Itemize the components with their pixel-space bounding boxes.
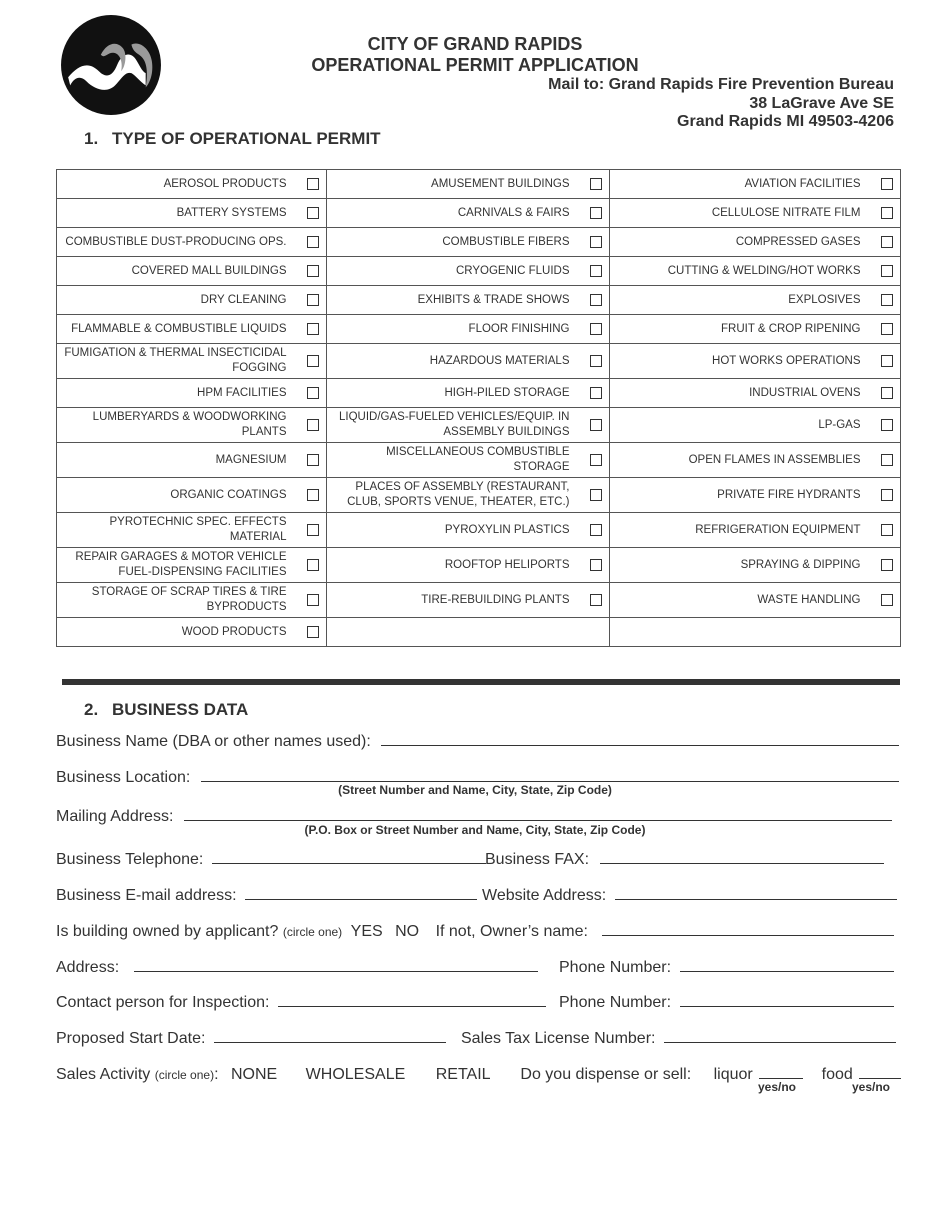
- dispense-label: Do you dispense or sell:: [520, 1066, 692, 1083]
- permit-checkbox[interactable]: [590, 387, 602, 399]
- permit-checkbox-cell: [875, 548, 901, 583]
- permit-label-right: CUTTING & WELDING/HOT WORKS: [610, 257, 875, 286]
- food-label: food: [821, 1066, 853, 1083]
- sales-activity-colon: :: [214, 1066, 219, 1083]
- permit-checkbox-cell: [584, 443, 610, 478]
- mailing-address-hint: (P.O. Box or Street Number and Name, City, State, Zip Code): [304, 823, 646, 837]
- permit-checkbox[interactable]: [590, 454, 602, 466]
- permit-label-left: WOOD PRODUCTS: [57, 618, 301, 647]
- permit-label-right: LP-GAS: [610, 408, 875, 443]
- ownership-yes-option[interactable]: YES: [350, 923, 383, 940]
- permit-label-right: OPEN FLAMES IN ASSEMBLIES: [610, 443, 875, 478]
- permit-checkbox-cell: [301, 199, 327, 228]
- permit-checkbox[interactable]: [881, 265, 893, 277]
- permit-checkbox-cell: [301, 513, 327, 548]
- permit-checkbox[interactable]: [590, 294, 602, 306]
- business-location-field[interactable]: [201, 766, 899, 782]
- permit-checkbox-cell: [301, 548, 327, 583]
- permit-label-left: PYROTECHNIC SPEC. EFFECTS MATERIAL: [57, 513, 301, 548]
- permit-label-right: WASTE HANDLING: [610, 583, 875, 618]
- permit-label-right: COMPRESSED GASES: [610, 228, 875, 257]
- permit-label-left: STORAGE OF SCRAP TIRES & TIRE BYPRODUCTS: [57, 583, 301, 618]
- permit-checkbox[interactable]: [307, 236, 319, 248]
- permit-checkbox-cell: [584, 618, 610, 647]
- liquor-field[interactable]: [759, 1063, 803, 1079]
- permit-checkbox[interactable]: [307, 559, 319, 571]
- business-location-hint: (Street Number and Name, City, State, Zip Code): [338, 783, 612, 797]
- permit-label-right: CELLULOSE NITRATE FILM: [610, 199, 875, 228]
- website-label: Website Address:: [482, 887, 607, 904]
- permit-checkbox[interactable]: [590, 489, 602, 501]
- start-date-row: [56, 1027, 446, 1048]
- permit-checkbox-cell: [875, 408, 901, 443]
- permit-checkbox[interactable]: [590, 524, 602, 536]
- permit-row: [57, 379, 901, 408]
- contact-person-row: [56, 991, 546, 1012]
- permit-checkbox-cell: [301, 583, 327, 618]
- form-title: [250, 34, 700, 76]
- owner-name-field[interactable]: [602, 920, 894, 936]
- permit-row: [57, 199, 901, 228]
- food-field[interactable]: [859, 1063, 901, 1079]
- permit-label-middle: HAZARDOUS MATERIALS: [327, 344, 584, 379]
- permit-label-middle: [327, 618, 584, 647]
- permit-row: [57, 228, 901, 257]
- permit-checkbox[interactable]: [881, 236, 893, 248]
- permit-checkbox[interactable]: [881, 559, 893, 571]
- permit-checkbox[interactable]: [881, 419, 893, 431]
- business-name-field[interactable]: [381, 730, 899, 746]
- permit-row: [57, 344, 901, 379]
- permit-checkbox-cell: [875, 257, 901, 286]
- permit-checkbox[interactable]: [881, 524, 893, 536]
- permit-checkbox-cell: [584, 344, 610, 379]
- permit-checkbox-cell: [875, 478, 901, 513]
- section-divider: [62, 679, 900, 685]
- permit-checkbox[interactable]: [307, 207, 319, 219]
- permit-checkbox-cell: [875, 228, 901, 257]
- permit-label-right: REFRIGERATION EQUIPMENT: [610, 513, 875, 548]
- permit-label-right: AVIATION FACILITIES: [610, 170, 875, 199]
- permit-checkbox[interactable]: [307, 355, 319, 367]
- owner-name-label: If not, Owner’s name:: [435, 923, 588, 940]
- permit-label-middle: HIGH-PILED STORAGE: [327, 379, 584, 408]
- permit-label-left: LUMBERYARDS & WOODWORKING PLANTS: [57, 408, 301, 443]
- permit-checkbox-cell: [584, 228, 610, 257]
- contact-person-label: Contact person for Inspection:: [56, 994, 270, 1011]
- business-location-label: Business Location:: [56, 769, 191, 786]
- section-1-heading: [84, 129, 381, 149]
- mailing-address-field[interactable]: [184, 805, 892, 821]
- permit-label-left: MAGNESIUM: [57, 443, 301, 478]
- mail-street-line: 38 LaGrave Ave SE: [749, 94, 894, 112]
- permit-label-left: BATTERY SYSTEMS: [57, 199, 301, 228]
- sales-tax-field[interactable]: [664, 1027, 896, 1043]
- start-date-label: Proposed Start Date:: [56, 1030, 206, 1047]
- permit-checkbox[interactable]: [590, 355, 602, 367]
- permit-checkbox-cell: [875, 286, 901, 315]
- permit-checkbox[interactable]: [881, 454, 893, 466]
- permit-checkbox-cell: [584, 286, 610, 315]
- business-telephone-row: [56, 848, 486, 869]
- contact-phone-field[interactable]: [680, 991, 894, 1007]
- permit-label-middle: PLACES OF ASSEMBLY (RESTAURANT, CLUB, SPORTS VENUE, THEATER, ETC.): [327, 478, 584, 513]
- permit-label-right: INDUSTRIAL OVENS: [610, 379, 875, 408]
- permit-checkbox[interactable]: [881, 387, 893, 399]
- permit-checkbox-cell: [584, 379, 610, 408]
- permit-checkbox-cell: [875, 379, 901, 408]
- permit-checkbox-cell: [584, 199, 610, 228]
- section-2-heading: [84, 700, 248, 720]
- business-fax-row: [485, 848, 884, 869]
- permit-checkbox[interactable]: [881, 207, 893, 219]
- permit-label-left: AEROSOL PRODUCTS: [57, 170, 301, 199]
- sales-none-option[interactable]: NONE: [230, 1066, 278, 1083]
- permit-label-right: FRUIT & CROP RIPENING: [610, 315, 875, 344]
- permit-checkbox-cell: [584, 315, 610, 344]
- section-2-title: BUSINESS DATA: [112, 700, 249, 719]
- permit-label-middle: CRYOGENIC FLUIDS: [327, 257, 584, 286]
- permit-checkbox-cell: [301, 618, 327, 647]
- permit-checkbox[interactable]: [881, 489, 893, 501]
- permit-checkbox-cell: [301, 170, 327, 199]
- permit-label-left: FUMIGATION & THERMAL INSECTICIDAL FOGGING: [57, 344, 301, 379]
- permit-row: [57, 583, 901, 618]
- permit-checkbox[interactable]: [590, 323, 602, 335]
- permit-label-middle: CARNIVALS & FAIRS: [327, 199, 584, 228]
- sales-wholesale-option[interactable]: WHOLESALE: [305, 1066, 406, 1083]
- section-1-number: 1.: [84, 129, 99, 148]
- permit-checkbox[interactable]: [307, 294, 319, 306]
- mailing-address-label: Mailing Address:: [56, 808, 174, 825]
- permit-label-left: COMBUSTIBLE DUST-PRODUCING OPS.: [57, 228, 301, 257]
- permit-label-left: ORGANIC COATINGS: [57, 478, 301, 513]
- sales-activity-label: Sales Activity: [56, 1066, 151, 1083]
- permit-checkbox-cell: [301, 315, 327, 344]
- permit-checkbox-cell: [875, 170, 901, 199]
- owner-address-field[interactable]: [134, 956, 538, 972]
- mail-to-line: Mail to: Grand Rapids Fire Prevention Bureau: [548, 76, 894, 93]
- business-email-label: Business E-mail address:: [56, 887, 237, 904]
- permit-checkbox-cell: [875, 443, 901, 478]
- ownership-label: Is building owned by applicant?: [56, 923, 279, 940]
- permit-checkbox-cell: [301, 478, 327, 513]
- liquor-yes-no-hint: yes/no: [757, 1080, 796, 1094]
- mail-city-line: Grand Rapids MI 49503-4206: [677, 113, 894, 130]
- permit-checkbox[interactable]: [881, 594, 893, 606]
- permit-checkbox-cell: [875, 583, 901, 618]
- permit-checkbox-cell: [875, 513, 901, 548]
- sales-activity-circle-one: (circle one): [154, 1068, 215, 1082]
- permit-checkbox[interactable]: [590, 265, 602, 277]
- contact-phone-row: [559, 991, 894, 1012]
- permit-row: [57, 170, 901, 199]
- permit-checkbox-cell: [301, 257, 327, 286]
- business-fax-field[interactable]: [600, 848, 884, 864]
- ownership-circle-one: (circle one): [282, 925, 343, 939]
- permit-row: [57, 443, 901, 478]
- permit-label-middle: PYROXYLIN PLASTICS: [327, 513, 584, 548]
- permit-checkbox[interactable]: [881, 178, 893, 190]
- permit-label-left: HPM FACILITIES: [57, 379, 301, 408]
- permit-label-left: COVERED MALL BUILDINGS: [57, 257, 301, 286]
- permit-row: [57, 548, 901, 583]
- permit-label-right: HOT WORKS OPERATIONS: [610, 344, 875, 379]
- permit-checkbox[interactable]: [307, 178, 319, 190]
- title-line-1: CITY OF GRAND RAPIDS: [367, 34, 583, 54]
- permit-label-left: FLAMMABLE & COMBUSTIBLE LIQUIDS: [57, 315, 301, 344]
- website-field[interactable]: [615, 884, 897, 900]
- permit-row: [57, 618, 901, 647]
- permit-checkbox[interactable]: [590, 178, 602, 190]
- permit-row: [57, 315, 901, 344]
- business-email-field[interactable]: [245, 884, 477, 900]
- city-logo-icon: [60, 14, 162, 116]
- ownership-no-option[interactable]: NO: [395, 923, 420, 940]
- permit-label-left: REPAIR GARAGES & MOTOR VEHICLE FUEL-DISPENSING FACILITIES: [57, 548, 301, 583]
- mailing-instructions: [548, 76, 894, 132]
- permit-checkbox-cell: [875, 618, 901, 647]
- permit-checkbox-cell: [875, 315, 901, 344]
- permit-checkbox-cell: [584, 583, 610, 618]
- permit-checkbox-cell: [875, 344, 901, 379]
- permit-type-rows: [57, 170, 901, 647]
- sales-retail-option[interactable]: RETAIL: [435, 1066, 490, 1083]
- permit-row: [57, 513, 901, 548]
- permit-label-middle: MISCELLANEOUS COMBUSTIBLE STORAGE: [327, 443, 584, 478]
- permit-type-table: [56, 169, 901, 647]
- owner-address-row: [56, 956, 538, 977]
- permit-row: [57, 408, 901, 443]
- owner-phone-field[interactable]: [680, 956, 894, 972]
- business-fax-label: Business FAX:: [485, 851, 590, 868]
- permit-checkbox[interactable]: [590, 559, 602, 571]
- permit-label-middle: AMUSEMENT BUILDINGS: [327, 170, 584, 199]
- permit-checkbox[interactable]: [307, 323, 319, 335]
- section-2-number: 2.: [84, 700, 99, 719]
- permit-row: [57, 286, 901, 315]
- permit-checkbox-cell: [301, 379, 327, 408]
- permit-checkbox[interactable]: [307, 454, 319, 466]
- liquor-label: liquor: [713, 1066, 753, 1083]
- business-email-row: [56, 884, 477, 905]
- permit-label-middle: LIQUID/GAS-FUELED VEHICLES/EQUIP. IN ASSEMBLY BUILDINGS: [327, 408, 584, 443]
- business-name-row: [56, 730, 899, 751]
- permit-label-middle: FLOOR FINISHING: [327, 315, 584, 344]
- permit-checkbox-cell: [301, 228, 327, 257]
- permit-checkbox[interactable]: [307, 419, 319, 431]
- permit-checkbox[interactable]: [881, 294, 893, 306]
- permit-checkbox[interactable]: [590, 594, 602, 606]
- permit-label-left: DRY CLEANING: [57, 286, 301, 315]
- permit-checkbox[interactable]: [590, 419, 602, 431]
- sales-tax-label: Sales Tax License Number:: [461, 1030, 656, 1047]
- business-telephone-label: Business Telephone:: [56, 851, 204, 868]
- permit-checkbox[interactable]: [307, 594, 319, 606]
- permit-label-middle: COMBUSTIBLE FIBERS: [327, 228, 584, 257]
- permit-checkbox-cell: [301, 286, 327, 315]
- permit-checkbox[interactable]: [590, 207, 602, 219]
- permit-checkbox[interactable]: [881, 355, 893, 367]
- business-telephone-field[interactable]: [212, 848, 486, 864]
- permit-checkbox-cell: [584, 548, 610, 583]
- permit-label-right: PRIVATE FIRE HYDRANTS: [610, 478, 875, 513]
- section-1-title: TYPE OF OPERATIONAL PERMIT: [112, 129, 381, 148]
- permit-checkbox[interactable]: [590, 236, 602, 248]
- owner-phone-label: Phone Number:: [559, 959, 672, 976]
- permit-label-right: [610, 618, 875, 647]
- permit-checkbox-cell: [584, 513, 610, 548]
- permit-checkbox[interactable]: [307, 387, 319, 399]
- permit-label-right: SPRAYING & DIPPING: [610, 548, 875, 583]
- website-row: [482, 884, 897, 905]
- permit-checkbox[interactable]: [307, 265, 319, 277]
- permit-label-middle: TIRE-REBUILDING PLANTS: [327, 583, 584, 618]
- permit-checkbox[interactable]: [307, 626, 319, 638]
- title-line-2: OPERATIONAL PERMIT APPLICATION: [311, 55, 639, 75]
- permit-checkbox-cell: [875, 199, 901, 228]
- permit-checkbox-cell: [584, 408, 610, 443]
- permit-checkbox[interactable]: [307, 524, 319, 536]
- permit-checkbox-cell: [584, 478, 610, 513]
- business-name-label: Business Name (DBA or other names used):: [56, 733, 371, 750]
- permit-checkbox-cell: [301, 344, 327, 379]
- permit-checkbox-cell: [584, 257, 610, 286]
- owner-address-label: Address:: [56, 959, 120, 976]
- permit-checkbox-cell: [301, 443, 327, 478]
- contact-phone-label: Phone Number:: [559, 994, 672, 1011]
- permit-checkbox[interactable]: [881, 323, 893, 335]
- permit-label-middle: EXHIBITS & TRADE SHOWS: [327, 286, 584, 315]
- permit-checkbox-cell: [584, 170, 610, 199]
- permit-label-middle: ROOFTOP HELIPORTS: [327, 548, 584, 583]
- permit-checkbox[interactable]: [307, 489, 319, 501]
- food-yes-no-hint: yes/no: [851, 1080, 890, 1094]
- owner-phone-row: [559, 956, 894, 977]
- permit-label-right: EXPLOSIVES: [610, 286, 875, 315]
- permit-row: [57, 257, 901, 286]
- contact-person-field[interactable]: [278, 991, 546, 1007]
- permit-row: [57, 478, 901, 513]
- permit-checkbox-cell: [301, 408, 327, 443]
- ownership-row: [56, 920, 894, 941]
- start-date-field[interactable]: [214, 1027, 446, 1043]
- sales-tax-row: [461, 1027, 896, 1048]
